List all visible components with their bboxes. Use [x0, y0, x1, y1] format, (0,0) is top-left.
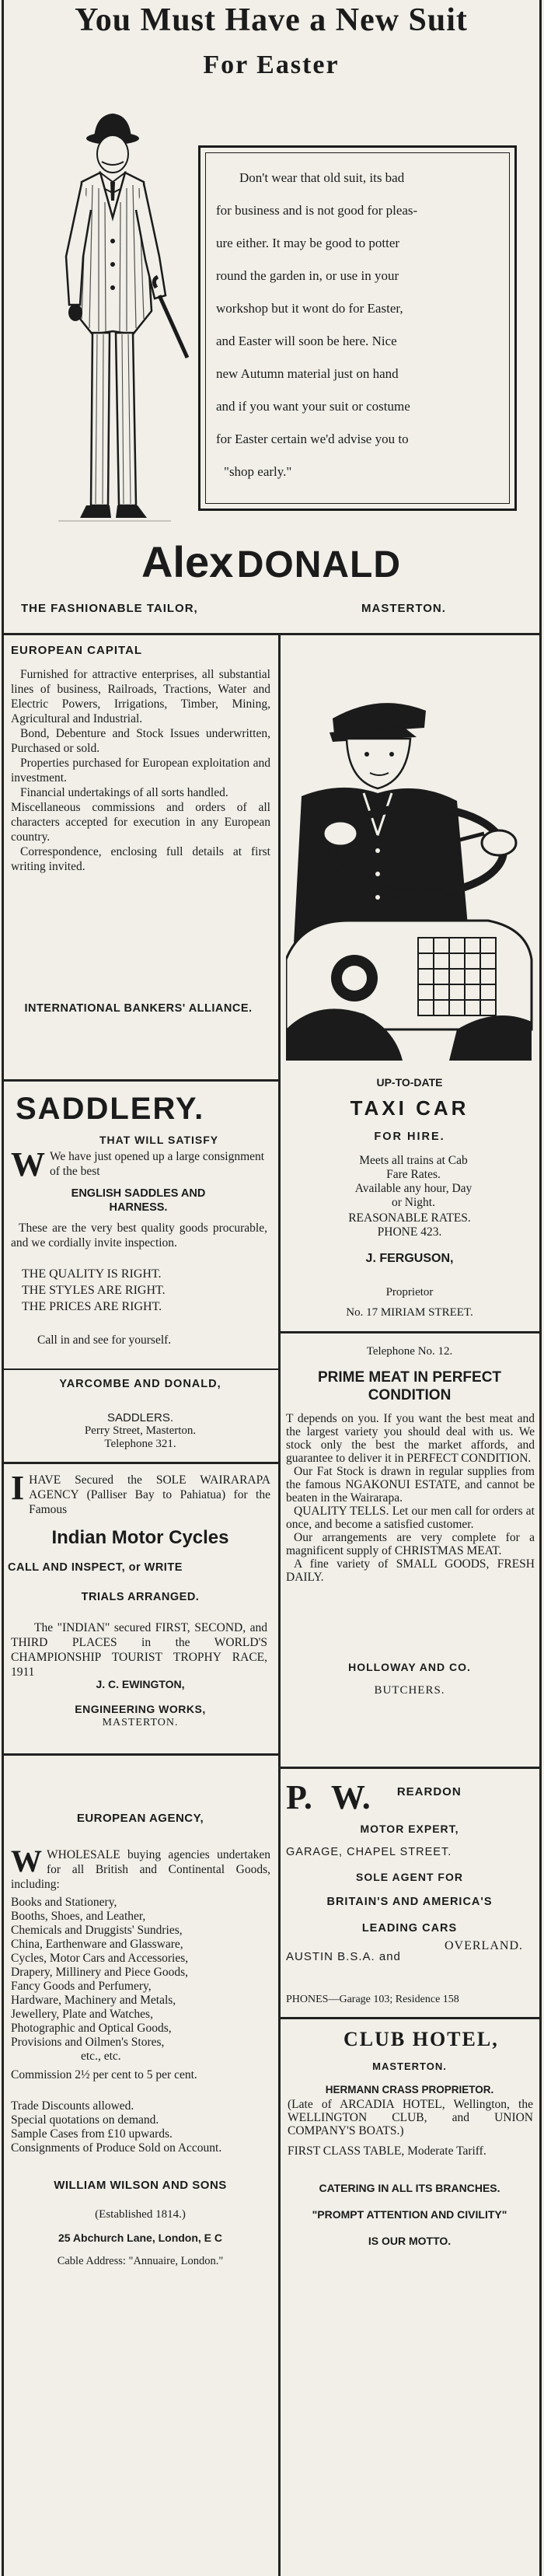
tailor-tagline-right: MASTERTON. — [361, 602, 446, 615]
saddlery-heading: SADDLERY. — [16, 1092, 205, 1126]
taxi-details — [351, 1154, 476, 1210]
gentleman-in-suit-illustration — [35, 101, 190, 552]
quote-line: for business and is not good for pleas- — [216, 203, 418, 218]
reardon-overland — [445, 1939, 523, 1953]
saddlery-body: These are the very best quality goods procurable, and we cordially invite inspection. — [11, 1222, 267, 1250]
capital-paragraph: Miscellaneous commissions and orders of all characters accepted for execution in any European country. — [11, 801, 270, 844]
agency-good: Photographic and Optical Goods, — [11, 2022, 172, 2035]
meat-body — [286, 1412, 535, 1584]
taxi-detail: PHONE 423. — [377, 1225, 442, 1239]
saddlery-intro — [11, 1145, 267, 1183]
capital-paragraph: Bond, Debenture and Stock Issues underwritten, Purchased or sold. — [11, 727, 270, 755]
reardon-leading: LEADING CARS — [361, 1922, 458, 1935]
hotel-ad — [281, 2020, 538, 2572]
motor-intro — [11, 1469, 270, 1517]
suit-ad — [4, 0, 539, 631]
saddlery-claim: THE QUALITY IS RIGHT. — [22, 1267, 162, 1281]
agency-good: Chemicals and Druggists' Sundries, — [11, 1924, 183, 1937]
reardon-garage: GARAGE, CHAPEL STREET. — [286, 1846, 452, 1858]
capital-paragraph: Furnished for attractive enterprises, all substantial lines of business, Railroads, Tractions, Water and Electric Powers, Irrigations, Timber, Mining, Agricultural and Industrial. — [11, 668, 270, 725]
hotel-name: CLUB HOTEL, — [343, 2028, 499, 2050]
saddlery-ad — [6, 1082, 274, 1424]
agency-good: China, Earthenware and Glassware, — [11, 1938, 183, 1951]
suit-quote-text — [216, 162, 500, 488]
agency-good: Jewellery, Plate and Watches, — [11, 2008, 153, 2021]
suit-quote-box — [198, 145, 517, 511]
meat-trade: BUTCHERS. — [374, 1684, 445, 1697]
hotel-motto-tail: IS OUR MOTTO. — [368, 2235, 452, 2247]
saddlery-phone: Telephone 321. — [104, 1438, 176, 1450]
saddlery-dropcap: W — [11, 1145, 45, 1183]
capital-ad — [6, 636, 274, 1079]
taxi-rates — [281, 1211, 538, 1239]
quote-line: "shop early." — [224, 464, 292, 479]
meat-paragraph: A fine variety of SMALL GOODS, FRESH DAILY. — [286, 1557, 535, 1584]
capital-body — [11, 667, 270, 874]
agency-term: Special quotations on demand. — [11, 2113, 159, 2127]
capital-bottom-rule — [2, 1079, 278, 1082]
agency-street: 25 Abchurch Lane, London, E C — [58, 2232, 223, 2244]
saddlery-firm-details — [6, 1411, 274, 1451]
saddlery-bottom-rule — [2, 1462, 278, 1464]
saddlery-trade: SADDLERS. — [106, 1411, 174, 1424]
saddlery-separator — [2, 1368, 278, 1370]
brand-first-name: Alex — [141, 537, 234, 586]
quote-line: round the garden in, or use in your — [216, 268, 399, 283]
suit-subheadline: For Easter — [203, 51, 340, 79]
agency-good: Drapery, Millinery and Piece Goods, — [11, 1966, 188, 1979]
capital-paragraph: Financial undertakings of all sorts handled. — [20, 786, 228, 799]
quote-line: and Easter will soon be here. Nice — [216, 334, 397, 348]
brand-last-name: DONALD — [236, 544, 402, 585]
quote-line: ure either. It may be good to potter — [216, 236, 400, 250]
taxi-tag: UP-TO-DATE — [376, 1076, 443, 1089]
reardon-makers: BRITAIN'S AND AMERICA'S — [326, 1896, 493, 1908]
motor-cycle-ad — [6, 1465, 274, 1791]
meat-ad — [281, 1334, 538, 1816]
saddlery-address: Perry Street, Masterton. — [84, 1424, 197, 1437]
quote-line: and if you want your suit or costume — [216, 399, 410, 414]
agency-heading: EUROPEAN AGENCY, — [76, 1812, 204, 1825]
tailor-tagline-left: THE FASHIONABLE TAILOR, — [21, 602, 198, 615]
taxi-address: No. 17 MIRIAM STREET. — [346, 1306, 473, 1319]
agency-terms — [11, 2099, 270, 2155]
saddlery-intro-text: We have just opened up a large consignment of the best — [50, 1150, 265, 1178]
saddlery-claims — [22, 1266, 166, 1315]
meat-firm: HOLLOWAY AND CO. — [348, 1661, 471, 1673]
agency-good: Fancy Goods and Perfumery, — [11, 1980, 152, 1993]
reardon-name — [286, 1777, 535, 1817]
meat-paragraph: T depends on you. If you want the best meat and the largest variety you should deal with us. We stock only the best the market affords, and guarantee to deliver it in PERFECT CONDITION. — [286, 1412, 535, 1465]
meat-phone: Telephone No. 12. — [366, 1345, 453, 1358]
capital-heading: EUROPEAN CAPITAL — [11, 644, 143, 657]
hotel-proprietor: HERMANN CRASS PROPRIETOR. — [325, 2084, 494, 2095]
reardon-brands: AUSTIN B.S.A. and — [286, 1950, 401, 1963]
agency-intro-text: WHOLESALE buying agencies undertaken for all British and Continental Goods, including: — [11, 1848, 270, 1891]
taxi-proprietor-name: J. FERGUSON, — [365, 1252, 454, 1265]
saddlery-highlight: ENGLISH SADDLES AND HARNESS. — [71, 1187, 206, 1214]
meat-bottom-rule — [278, 1767, 542, 1769]
suit-ad-bottom-rule — [2, 633, 542, 635]
page-right-border — [539, 0, 542, 2576]
agency-commission: Commission 2½ per cent to 5 per cent. — [11, 2068, 197, 2081]
saddlery-firm: YARCOMBE AND DONALD, — [59, 1378, 221, 1390]
taxi-subtitle: FOR HIRE. — [374, 1131, 445, 1143]
taxi-ad — [281, 636, 538, 1414]
agency-good: Hardware, Machinery and Metals, — [11, 1994, 176, 2007]
hotel-history: (Late of ARCADIA HOTEL, Wellington, the WELLINGTON CLUB, and UNION COMPANY'S BOATS.) — [288, 2098, 533, 2137]
motor-trials: TRIALS ARRANGED. — [81, 1591, 200, 1603]
taxi-detail: Available any hour, Day or Night. — [354, 1182, 473, 1209]
agency-good: etc., etc. — [81, 2050, 121, 2063]
agency-intro — [11, 1844, 270, 1892]
reardon-sole-agent: SOLE AGENT FOR — [356, 1871, 463, 1883]
motor-intro-text: HAVE Secured the SOLE WAIRARAPA AGENCY (Palliser Bay to Pahiatua) for the Famous — [29, 1473, 270, 1516]
agency-goods-list — [11, 1896, 270, 2064]
motor-bottom-rule — [2, 1753, 278, 1756]
hotel-catering: CATERING IN ALL ITS BRANCHES. — [319, 2182, 500, 2194]
taxi-proprietor-role: Proprietor — [385, 1286, 434, 1298]
motor-heading: Indian Motor Cycles — [51, 1527, 229, 1548]
motor-dropcap: I — [11, 1469, 25, 1507]
capital-footer: INTERNATIONAL BANKERS' ALLIANCE. — [24, 1002, 253, 1015]
reardon-surname: REARDON — [396, 1785, 462, 1798]
motor-town: MASTERTON. — [102, 1717, 179, 1728]
meat-heading: PRIME MEAT IN PERFECT CONDITION — [317, 1369, 502, 1403]
agency-term: Consignments of Produce Sold on Account. — [11, 2141, 222, 2155]
taxi-detail: Meets all trains at Cab Fare Rates. — [359, 1154, 468, 1181]
agency-good: Books and Stationery, — [11, 1896, 117, 1909]
agency-good: Booths, Shoes, and Leather, — [11, 1910, 146, 1923]
agency-ad — [6, 1757, 274, 2574]
hotel-town: MASTERTON. — [372, 2060, 447, 2072]
reardon-initial-p: P. — [286, 1778, 312, 1816]
reardon-title: MOTOR EXPERT, — [360, 1823, 459, 1835]
quote-line: for Easter certain we'd advise you to — [216, 432, 409, 446]
taxi-title: TAXI CAR — [350, 1096, 469, 1120]
meat-paragraph: Our Fat Stock is drawn in regular supplies from the famous NGAKONUI ESTATE, and cannot be beaten in the Wairarapa. — [286, 1465, 535, 1505]
saddlery-claim: THE PRICES ARE RIGHT. — [22, 1300, 162, 1313]
reardon-initial-w: W. — [330, 1778, 371, 1816]
agency-good: Provisions and Oilmen's Stores, — [11, 2036, 165, 2049]
column-divider — [278, 633, 281, 2576]
chauffeur-at-wheel-illustration — [286, 664, 535, 1061]
motor-owner: J. C. EWINGTON, — [96, 1678, 185, 1690]
quote-line: workshop but it wont do for Easter, — [216, 301, 403, 316]
agency-cable: Cable Address: "Annuaire, London." — [57, 2255, 224, 2267]
meat-paragraph: QUALITY TELLS. Let our men call for orders at once, and become a satisfied customer. — [286, 1505, 535, 1531]
agency-good: Cycles, Motor Cars and Accessories, — [11, 1952, 189, 1965]
suit-headline: You Must Have a New Suit — [75, 2, 468, 38]
reardon-bottom-rule — [278, 2017, 542, 2019]
hotel-motto: "PROMPT ATTENTION AND CIVILITY" — [312, 2208, 507, 2221]
agency-term: Trade Discounts allowed. — [11, 2099, 134, 2113]
meat-paragraph: Our arrangements are very complete for a magnificent supply of CHRISTMAS MEAT. — [286, 1531, 535, 1557]
capital-paragraph: Correspondence, enclosing full details at first writing invited. — [11, 845, 270, 873]
agency-term: Sample Cases from £10 upwards. — [11, 2127, 173, 2141]
saddlery-claim: THE STYLES ARE RIGHT. — [22, 1284, 166, 1297]
saddlery-call: Call in and see for yourself. — [37, 1333, 172, 1347]
saddlery-subheading: THAT WILL SATISFY — [99, 1134, 219, 1146]
taxi-bottom-rule — [278, 1331, 542, 1333]
agency-firm: WILLIAM WILSON AND SONS — [54, 2179, 227, 2192]
capital-paragraph: Properties purchased for European exploitation and investment. — [11, 757, 270, 785]
reardon-overland-text: OVERLAND. — [445, 1939, 523, 1952]
motor-body: The "INDIAN" secured FIRST, SECOND, and THIRD PLACES in the WORLD'S CHAMPIONSHIP TOURIST TROPHY RACE, 1911 — [11, 1621, 267, 1679]
motor-call: CALL AND INSPECT, or WRITE — [8, 1561, 183, 1574]
motor-works: ENGINEERING WORKS, — [75, 1703, 206, 1715]
quote-line: Don't wear that old suit, its bad — [239, 170, 405, 185]
agency-established: (Established 1814.) — [95, 2208, 186, 2221]
tailor-brand — [4, 537, 539, 587]
agency-dropcap: W — [11, 1844, 42, 1879]
quote-line: new Autumn material just on hand — [216, 366, 399, 381]
reardon-phones: PHONES—Garage 103; Residence 158 — [286, 1994, 459, 2005]
hotel-table: FIRST CLASS TABLE, Moderate Tariff. — [288, 2144, 486, 2158]
taxi-detail: REASONABLE RATES. — [348, 1211, 471, 1225]
